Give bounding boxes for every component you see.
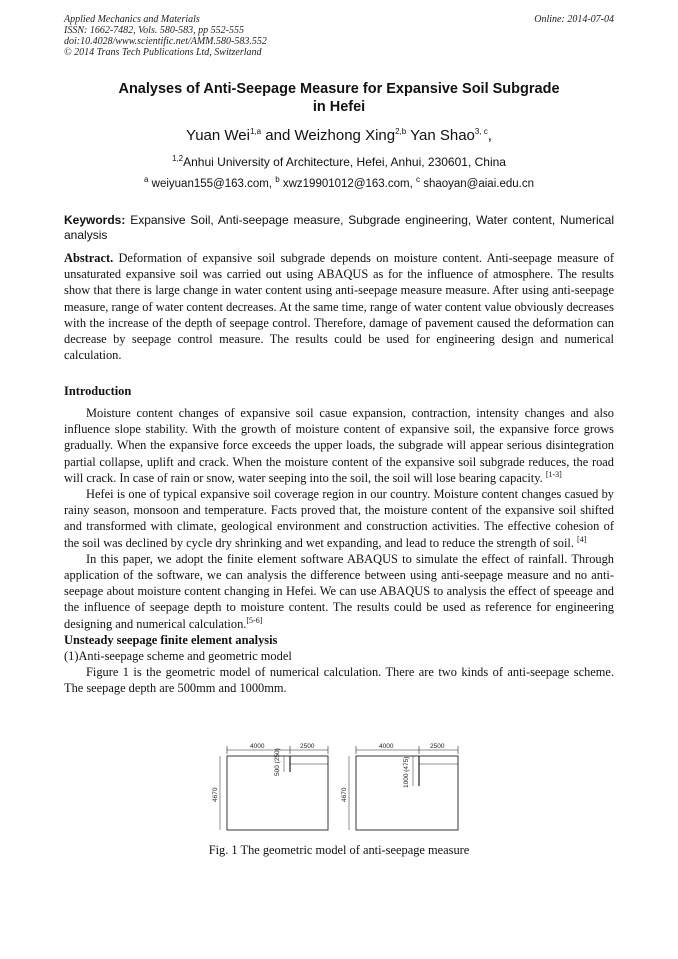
affiliation	[64, 155, 614, 170]
abstract-label: Abstract.	[64, 251, 114, 265]
email-a: weiyuan155@163.com,	[148, 178, 276, 190]
intro-p2-text: Hefei is one of typical expansive soil coverage region in our country. Moisture content changes casued by rainy season, monsoon and temperature. Facts proved that, the moisture content of the expansive soil shifted and transformed with climate, geological environment and construction activities. The effective cohesion of the soil was declined by cycle dry shrinking and wet expanding, and lead to reduce the strength of soil.	[64, 487, 614, 550]
journal-doi: doi:10.4028/www.scientific.net/AMM.580-583.552	[64, 36, 267, 47]
introduction-heading: Introduction	[64, 384, 132, 398]
email-list	[64, 177, 614, 192]
keywords	[64, 213, 614, 243]
seep-depth-label-right: 1000 (475)	[403, 756, 410, 788]
unsteady-heading: Unsteady seepage finite element analysis	[64, 632, 278, 647]
email-b: xwz19901012@163.com,	[279, 178, 416, 190]
author-2-name: Weizhong Xing	[294, 127, 396, 144]
figure-intro-paragraph: Figure 1 is the geometric model of numerical calculation. There are two kinds of anti-seepage scheme. The seepage depth are 500mm and 1000mm.	[64, 665, 614, 696]
affiliation-text: Anhui University of Architecture, Hefei, Anhui, 230601, China	[183, 155, 506, 169]
intro-paragraph-3	[64, 551, 614, 632]
journal-copyright: © 2014 Trans Tech Publications Ltd, Switzerland	[64, 47, 262, 58]
author-tail: ,	[487, 127, 492, 144]
title-line-1: Analyses of Anti-Seepage Measure for Expansive Soil Subgrade	[118, 81, 560, 97]
model-left	[212, 743, 328, 830]
abstract	[64, 250, 614, 363]
author-list	[64, 127, 614, 145]
journal-issn: ISSN: 1662-7482, Vols. 580-583, pp 552-555	[64, 25, 244, 36]
author-3-name: Yan Shao	[406, 127, 475, 144]
email-c: shaoyan@aiai.edu.cn	[420, 178, 534, 190]
dim-label-4000-right: 4000	[379, 743, 394, 750]
figure-caption: Fig. 1 The geometric model of anti-seepage measure	[208, 843, 470, 857]
author-2-sup: 2,b	[395, 127, 407, 136]
author-1-name: Yuan Wei	[186, 127, 250, 144]
dim-label-4000-left: 4000	[250, 743, 265, 750]
journal-name: Applied Mechanics and Materials	[64, 14, 200, 25]
author-3-sup: 3, c	[474, 127, 488, 136]
email-c-sup: c	[416, 175, 420, 185]
intro-paragraph-2	[64, 486, 614, 551]
paper-title	[64, 80, 614, 116]
journal-header	[64, 14, 267, 58]
author-1-sup: 1,a	[249, 127, 262, 136]
introduction-body	[64, 405, 614, 697]
email-a-sup: a	[144, 175, 149, 185]
intro-p3-text: In this paper, we adopt the finite element software ABAQUS to simulate the effect of rainfall. Through application of the software, we can analysis the difference between using anti-seepage measure and no anti-seepage about moisture content changing in Hefei. We can use ABAQUS to analysis the effect of speeage and the influence of seepage depth to moisture content. The results could be used as reference for engineering designing and numerical calculation.	[64, 551, 614, 631]
scheme-subheading: (1)Anti-seepage scheme and geometric model	[64, 649, 292, 664]
keywords-label: Keywords:	[64, 213, 126, 227]
side-dim-label-right: 4670	[341, 787, 348, 802]
intro-p2-ref: [4]	[577, 534, 587, 544]
intro-p1-ref: [1-3]	[545, 469, 562, 479]
intro-p1-text: Moisture content changes of expansive soil casue expansion, contraction, intensity changes and also influence slope stability. With the growth of moisture content of expansive soil, the expansive force grows gradually. When the expansive force exceeds the upper loads, the subgrade will appear serious disintegration partial collapse, uplift and crack. When the moisture content of the expansive soil subgrade reduces, the road will crack. In case of rain or snow, water seeping into the soil, the soil will lose bearing capacity.	[64, 406, 614, 485]
title-line-2: in Hefei	[312, 99, 366, 115]
model-right	[341, 743, 458, 830]
abstract-text: Deformation of expansive soil subgrade depends on moisture content. Anti-seepage measure of unsaturated expansive soil was carried out using ABAQUS as for the influence of atmosphere. The results show that there is large change in water content using anti-seepage measure measure. After using anti-seepage measure, range of water content decreases. At the same time, range of water content value obviously decreases with the increase of the depth of seepage control. Therefore, damage of pavement caused the deformation can decrease by seepage control measure. The results could be used for engineering design and numerical calculation.	[64, 251, 614, 363]
keywords-text: Expansive Soil, Anti-seepage measure, Subgrade engineering, Water content, Numerical analysis	[64, 213, 614, 242]
dim-label-2500-right: 2500	[430, 743, 445, 750]
email-b-sup: b	[275, 175, 280, 185]
seep-depth-label-left: 500 (250)	[274, 748, 281, 776]
dim-label-2500-left: 2500	[300, 743, 315, 750]
side-dim-label-left: 4670	[212, 787, 219, 802]
author-and: and	[261, 127, 295, 144]
geometric-model-figure	[64, 740, 614, 840]
intro-p3-ref: [5-6]	[246, 615, 263, 625]
affiliation-sup: 1,2	[172, 154, 184, 163]
online-date: Online: 2014-07-04	[534, 14, 614, 25]
intro-paragraph-1	[64, 405, 614, 486]
